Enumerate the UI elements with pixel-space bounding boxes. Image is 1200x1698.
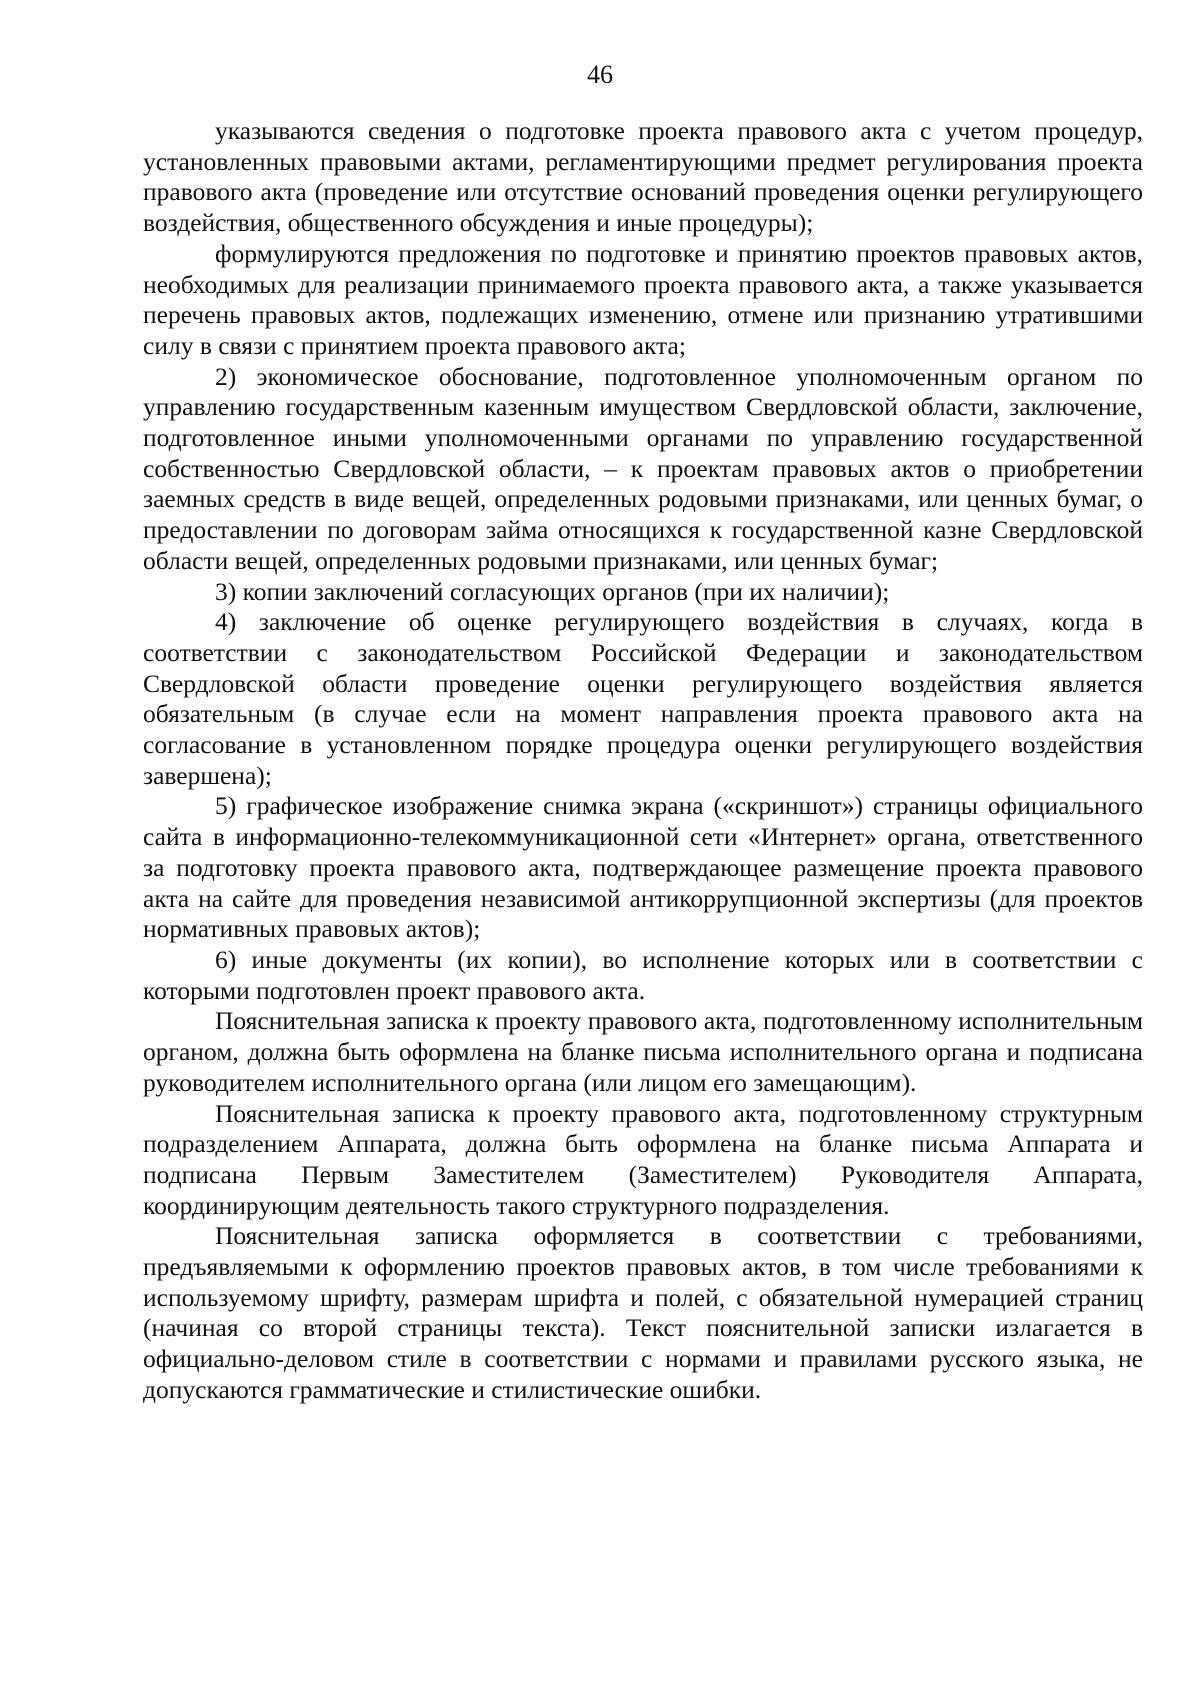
paragraph: 2) экономическое обоснование, подготовленное уполномоченным органом по управлению государственным казенным имуществом Свердловской области, заключение, подготовленное иными уполномоченными органами по управлению государственной собственностью Свердловской области, – к проектам правовых актов о приобретении заемных средств в виде вещей, определенных родовыми признаками, или ценных бумаг, о предоставлении по договорам займа относящихся к государственной казне Свердловской области вещей, определенных родовыми признаками, или ценных бумаг;	[143, 361, 1143, 575]
document-body	[143, 116, 1143, 1406]
paragraph: указываются сведения о подготовке проекта правового акта с учетом процедур, установленных правовыми актами, регламентирующими предмет регулирования проекта правового акта (проведение или отсутствие оснований проведения оценки регулирующего воздействия, общественного обсуждения и иные процедуры);	[143, 116, 1143, 238]
paragraph: 3) копии заключений согласующих органов (при их наличии);	[215, 576, 890, 606]
paragraph: 5) графическое изображение снимка экрана («скриншот») страницы официального сайта в информационно-телекоммуникационной сети «Интернет» органа, ответственного за подготовку проекта правового акта, подтверждающее размещение проекта правового акта на сайте для проведения независимой антикоррупционной экспертизы (для проектов нормативных правовых актов);	[143, 791, 1143, 944]
paragraph: 6) иные документы (их копии), во исполнение которых или в соответствии с которыми подготовлен проект правового акта.	[143, 944, 1143, 1005]
paragraph: Пояснительная записка к проекту правового акта, подготовленному структурным подразделением Аппарата, должна быть оформлена на бланке письма Аппарата и подписана Первым Заместителем (Заместителем) Руководителя Аппарата, координирующим деятельность такого структурного подразделения.	[143, 1098, 1143, 1220]
paragraph: Пояснительная записка к проекту правового акта, подготовленному исполнительным органом, должна быть оформлена на бланке письма исполнительного органа и подписана руководителем исполнительного органа (или лицом его замещающим).	[143, 1006, 1143, 1097]
page-number: 46	[587, 60, 613, 89]
paragraph: Пояснительная записка оформляется в соответствии с требованиями, предъявляемыми к оформлению проектов правовых актов, в том числе требованиями к используемому шрифту, размерам шрифта и полей, с обязательной нумерацией страниц (начиная со второй страницы текста). Текст пояснительной записки излагается в официально-деловом стиле в соответствии с нормами и правилами русского языка, не допускаются грамматические и стилистические ошибки.	[143, 1221, 1143, 1404]
paragraph: формулируются предложения по подготовке и принятию проектов правовых актов, необходимых для реализации принимаемого проекта правового акта, а также указывается перечень правовых актов, подлежащих изменению, отмене или признанию утратившими силу в связи с принятием проекта правового акта;	[143, 238, 1143, 360]
paragraph: 4) заключение об оценке регулирующего воздействия в случаях, когда в соответствии с законодательством Российской Федерации и законодательством Свердловской области проведение оценки регулирующего воздействия является обязательным (в случае если на момент направления проекта правового акта на согласование в установленном порядке процедура оценки регулирующего воздействия завершена);	[143, 607, 1143, 790]
